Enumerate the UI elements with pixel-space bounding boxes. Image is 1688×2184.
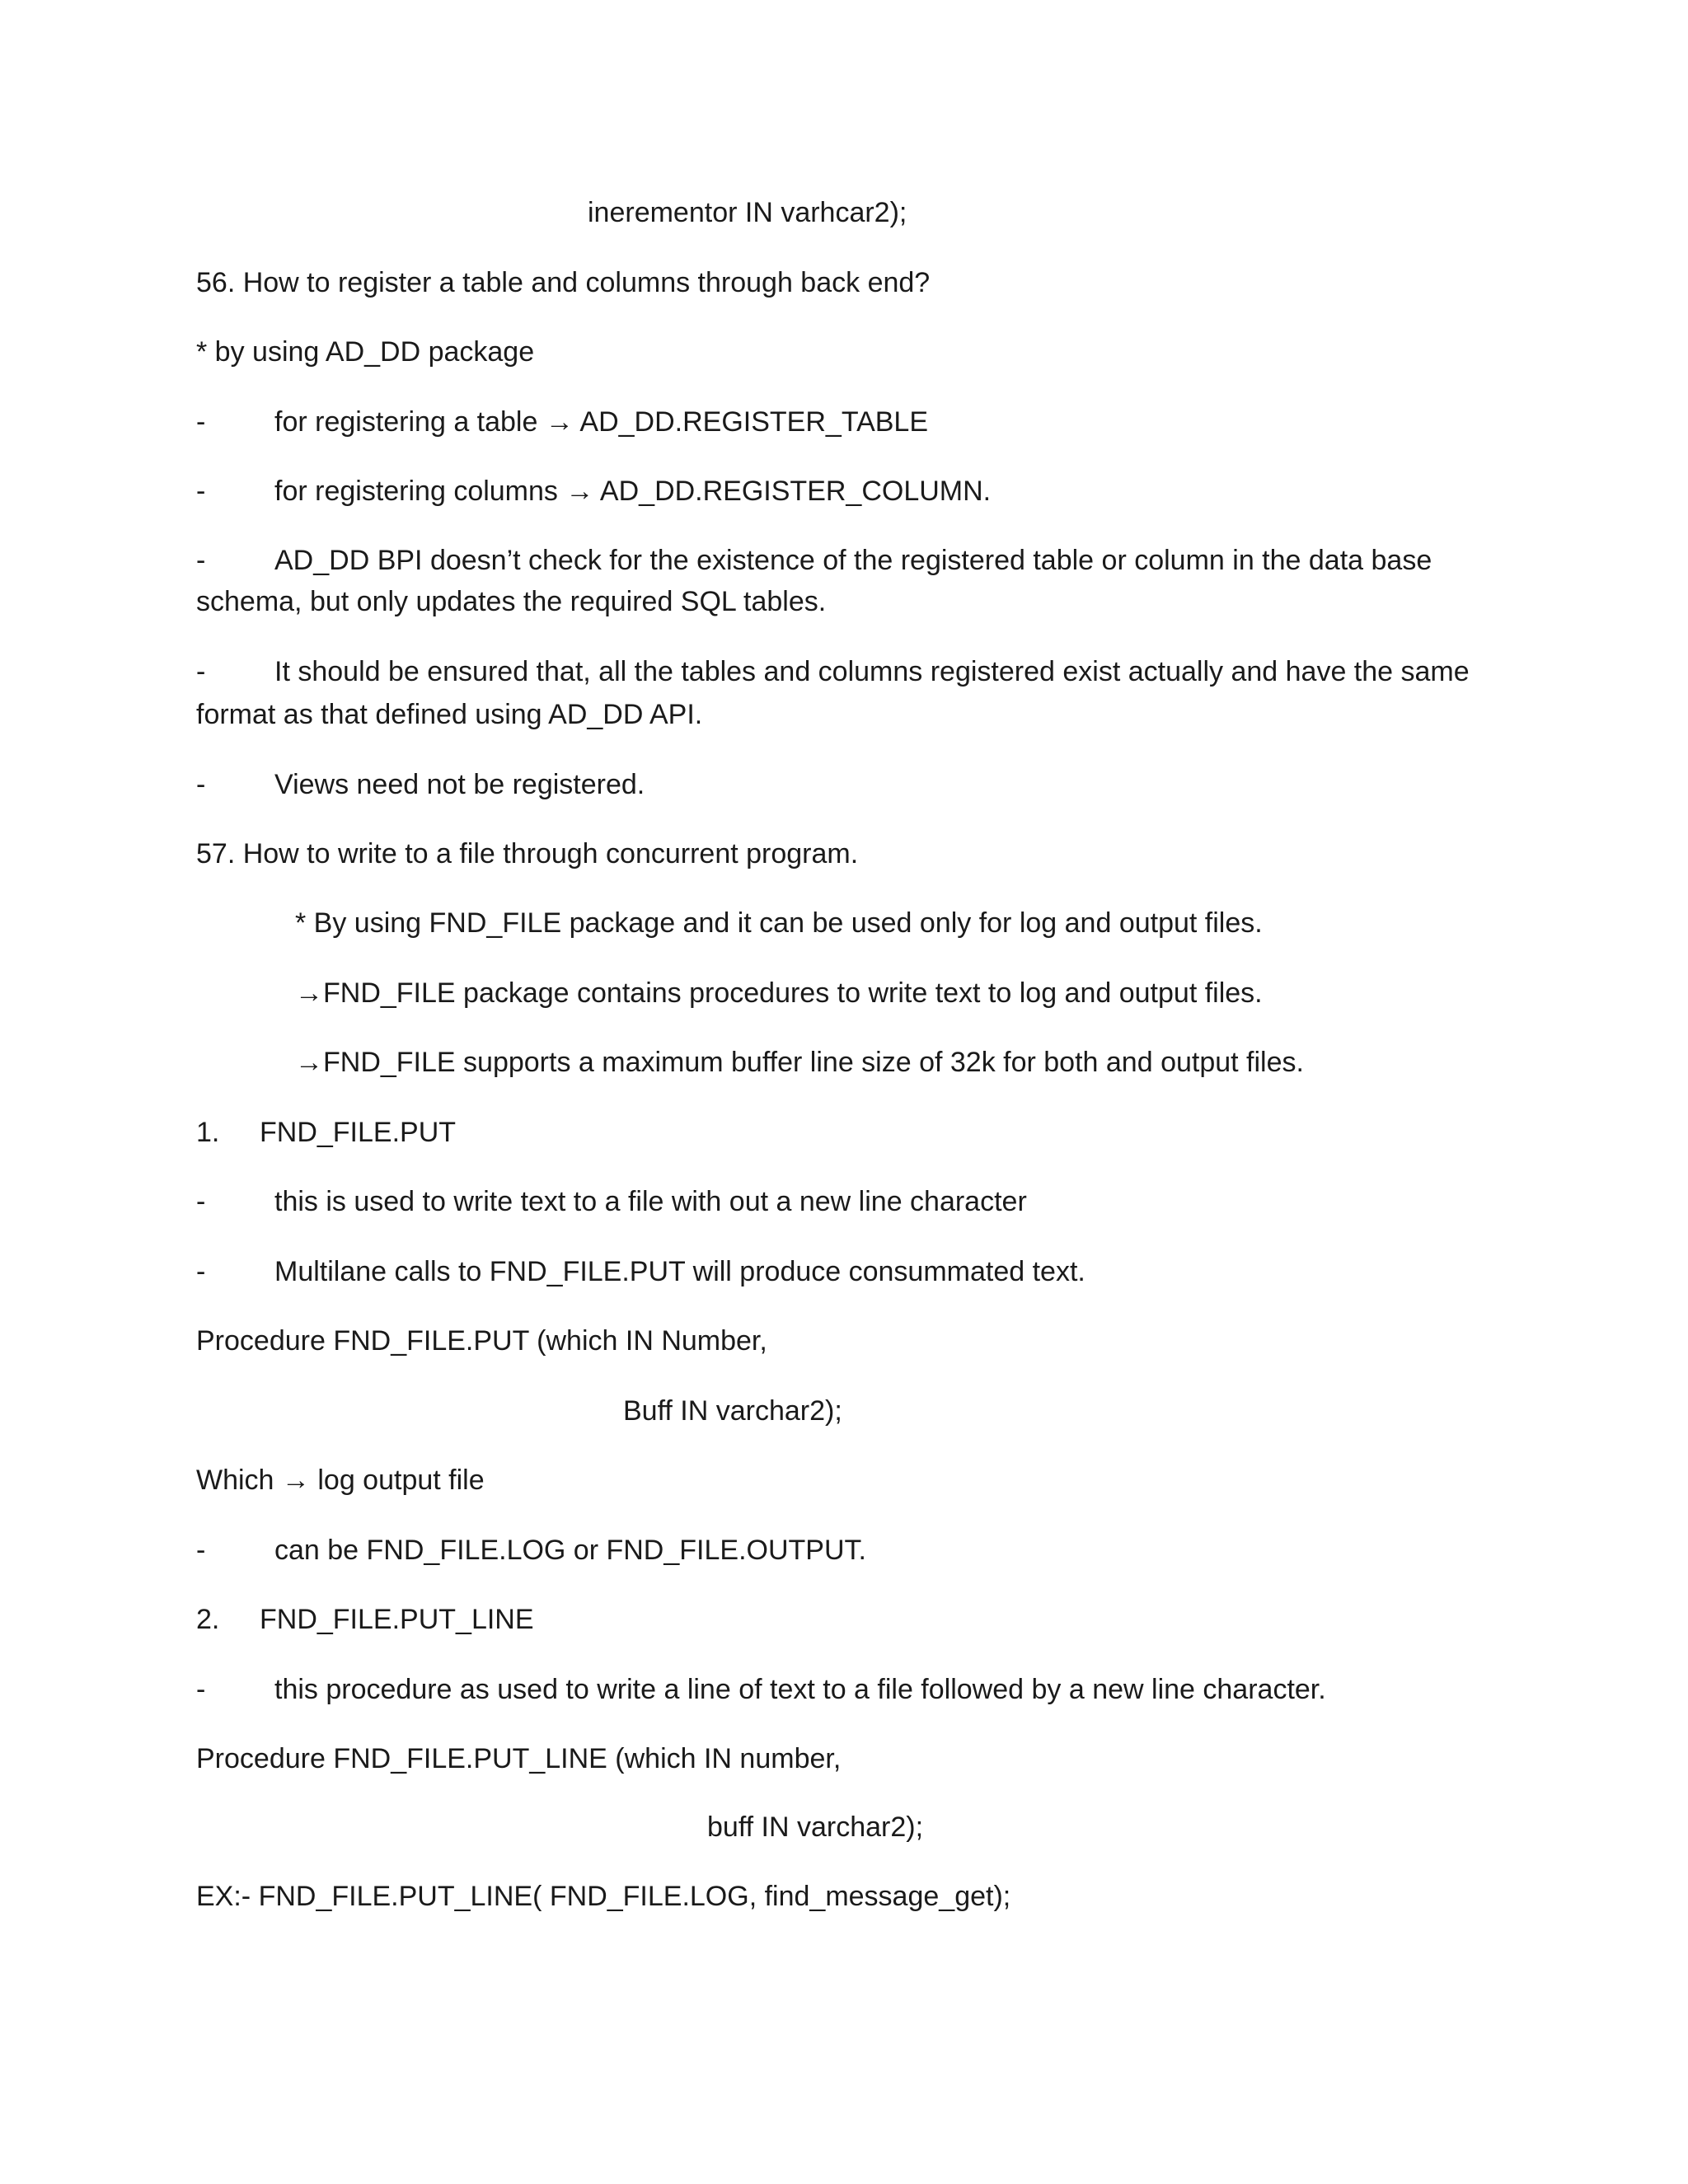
- dash-marker: -: [196, 769, 206, 800]
- list-item-put-line-desc: this procedure as used to write a line of text to a file followed by a new line character.: [274, 1674, 1326, 1705]
- dash-marker: -: [196, 656, 206, 687]
- question-56-heading: 56. How to register a table and columns through back end?: [196, 267, 931, 298]
- list-item-bpi-check: AD_DD BPI doesn’t check for the existence of the registered table or column in the data base: [274, 545, 1432, 576]
- answer-bullet: * By using FND_FILE package and it can be used only for log and output files.: [295, 907, 1263, 939]
- dash-marker: -: [196, 1186, 206, 1217]
- list-item-put-multilane: Multilane calls to FND_FILE.PUT will produce consummated text.: [274, 1256, 1085, 1287]
- list-number: 1.: [196, 1117, 220, 1148]
- dash-marker: -: [196, 476, 206, 507]
- list-item-which-values: can be FND_FILE.LOG or FND_FILE.OUTPUT.: [274, 1535, 866, 1566]
- dash-marker: -: [196, 406, 206, 438]
- answer-arrow-point: →FND_FILE supports a maximum buffer line size of 32k for both and output files.: [295, 1047, 1304, 1078]
- list-item-register-table: for registering a table → AD_DD.REGISTER_TABLE: [274, 406, 929, 438]
- answer-bullet: * by using AD_DD package: [196, 336, 535, 368]
- example-line: EX:- FND_FILE.PUT_LINE( FND_FILE.LOG, find_message_get);: [196, 1881, 1011, 1912]
- list-item-bpi-check-cont: schema, but only updates the required SQL tables.: [196, 586, 827, 617]
- list-item-register-columns: for registering columns → AD_DD.REGISTER_COLUMN.: [274, 476, 992, 507]
- section-fnd-file-put: FND_FILE.PUT: [260, 1117, 457, 1148]
- dash-marker: -: [196, 545, 206, 576]
- question-57-heading: 57. How to write to a file through concurrent program.: [196, 838, 859, 869]
- code-continuation-line: inerementor IN varhcar2);: [588, 197, 907, 228]
- dash-marker: -: [196, 1256, 206, 1287]
- list-item-views: Views need not be registered.: [274, 769, 645, 800]
- list-item-ensure-tables: It should be ensured that, all the tables and columns registered exist actually and have the same: [274, 656, 1470, 687]
- dash-marker: -: [196, 1674, 206, 1705]
- dash-marker: -: [196, 1535, 206, 1566]
- list-item-put-desc: this is used to write text to a file with out a new line character: [274, 1186, 1027, 1217]
- procedure-signature: Procedure FND_FILE.PUT (which IN Number,: [196, 1325, 767, 1357]
- which-note: Which → log output file: [196, 1465, 485, 1496]
- procedure-signature-cont: buff IN varchar2);: [707, 1811, 924, 1843]
- answer-arrow-point: →FND_FILE package contains procedures to write text to log and output files.: [295, 977, 1263, 1009]
- list-item-ensure-tables-cont: format as that defined using AD_DD API.: [196, 699, 703, 730]
- section-fnd-file-put-line: FND_FILE.PUT_LINE: [260, 1604, 534, 1635]
- procedure-signature: Procedure FND_FILE.PUT_LINE (which IN number,: [196, 1743, 842, 1774]
- procedure-signature-cont: Buff IN varchar2);: [623, 1395, 842, 1427]
- list-number: 2.: [196, 1604, 220, 1635]
